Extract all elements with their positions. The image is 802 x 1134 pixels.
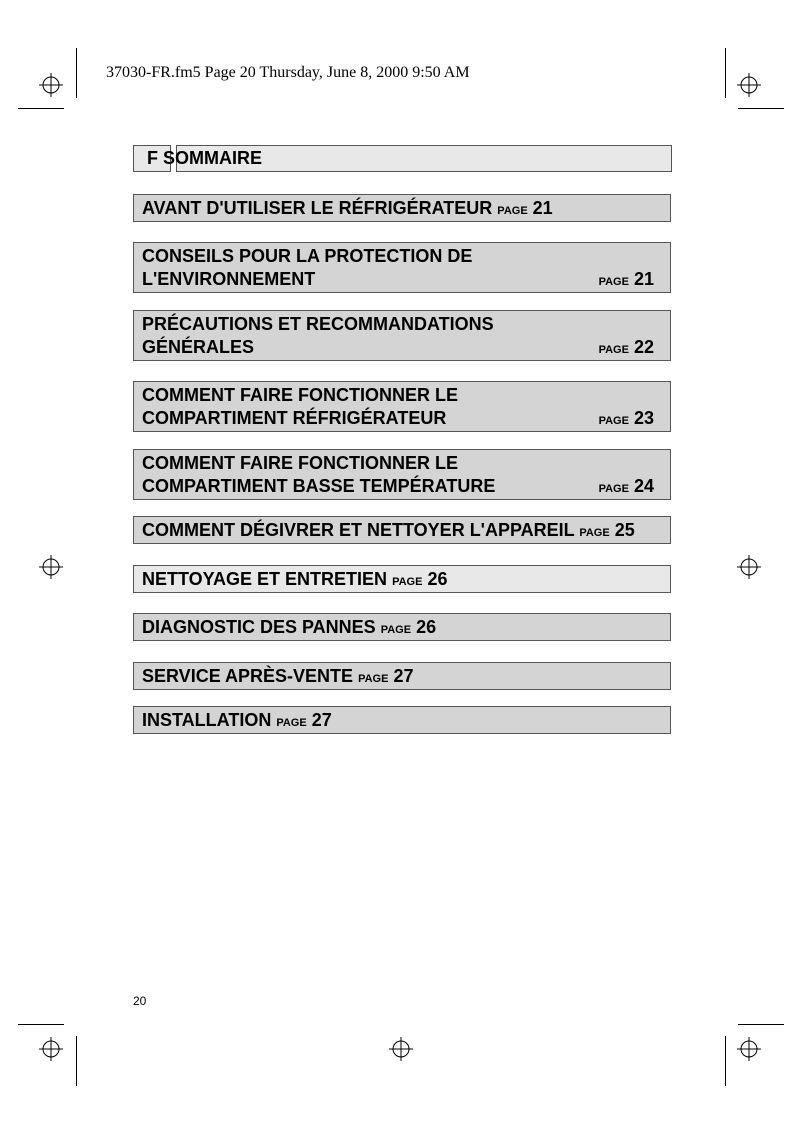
crop-mark — [725, 1036, 726, 1086]
page-label: PAGE — [276, 717, 307, 729]
page-number: 24 — [633, 476, 654, 496]
toc-entry — [133, 516, 671, 544]
registration-mark-icon — [39, 555, 63, 579]
registration-mark-icon — [389, 1037, 413, 1061]
page-label: PAGE — [598, 344, 629, 356]
toc-entry-title-line2: L'ENVIRONNEMENT — [142, 269, 316, 289]
page-number: 23 — [633, 408, 654, 428]
toc-entry — [133, 706, 671, 734]
toc-entry-title-line2: COMPARTIMENT RÉFRIGÉRATEUR — [142, 408, 447, 428]
page-label: PAGE — [392, 576, 423, 588]
print-header: 37030-FR.fm5 Page 20 Thursday, June 8, 2000 9:50 AM — [106, 64, 470, 81]
toc-entry-title-line2: GÉNÉRALES — [142, 337, 255, 357]
page-number: 22 — [633, 337, 654, 357]
toc-entry-title: COMMENT DÉGIVRER ET NETTOYER L'APPAREIL — [142, 520, 575, 540]
page-label: PAGE — [579, 527, 610, 539]
page-number: 25 — [614, 520, 635, 540]
toc-entry — [133, 565, 671, 593]
toc-entry — [133, 310, 671, 361]
toc-entry — [133, 662, 671, 690]
toc-entry-title: AVANT D'UTILISER LE RÉFRIGÉRATEUR — [142, 198, 493, 218]
toc-entry — [133, 194, 671, 222]
footer-page-number: 20 — [133, 994, 147, 1008]
crop-mark — [738, 108, 784, 109]
page-number: 21 — [532, 198, 553, 218]
toc-entry-title: NETTOYAGE ET ENTRETIEN — [142, 569, 388, 589]
page-label: PAGE — [598, 483, 629, 495]
title-text: SOMMAIRE — [163, 148, 263, 168]
page-number: 27 — [311, 710, 332, 730]
page-number: 26 — [427, 569, 448, 589]
page-number: 26 — [416, 617, 437, 637]
toc-entry-title: INSTALLATION — [142, 710, 272, 730]
registration-mark-icon — [737, 73, 761, 97]
toc-entry — [133, 613, 671, 641]
toc-entry-title-line1: COMMENT FAIRE FONCTIONNER LE — [142, 385, 458, 405]
section-letter: F — [147, 148, 158, 168]
toc-entry-title-line2: COMPARTIMENT BASSE TEMPÉRATURE — [142, 476, 496, 496]
registration-mark-icon — [737, 555, 761, 579]
page-label: PAGE — [358, 673, 389, 685]
toc-entry — [133, 381, 671, 432]
page-title — [147, 147, 262, 170]
toc-entry-title: DIAGNOSTIC DES PANNES — [142, 617, 376, 637]
crop-mark — [76, 1036, 77, 1086]
toc-entry-title: SERVICE APRÈS-VENTE — [142, 666, 354, 686]
registration-mark-icon — [737, 1037, 761, 1061]
crop-mark — [18, 108, 64, 109]
crop-mark — [738, 1024, 784, 1025]
toc-entry-title-line1: COMMENT FAIRE FONCTIONNER LE — [142, 453, 458, 473]
page-number: 27 — [393, 666, 414, 686]
toc-entry-title-line1: CONSEILS POUR LA PROTECTION DE — [142, 246, 473, 266]
crop-mark — [725, 48, 726, 98]
toc-entry — [133, 242, 671, 293]
page-label: PAGE — [497, 205, 528, 217]
page-label: PAGE — [598, 415, 629, 427]
page-label: PAGE — [598, 276, 629, 288]
registration-mark-icon — [39, 73, 63, 97]
toc-entry — [133, 449, 671, 500]
crop-mark — [18, 1024, 64, 1025]
page-label: PAGE — [380, 624, 412, 636]
toc-entry-title-line1: PRÉCAUTIONS ET RECOMMANDATIONS — [142, 314, 494, 334]
page-number: 21 — [633, 269, 654, 289]
crop-mark — [76, 48, 77, 98]
registration-mark-icon — [39, 1037, 63, 1061]
